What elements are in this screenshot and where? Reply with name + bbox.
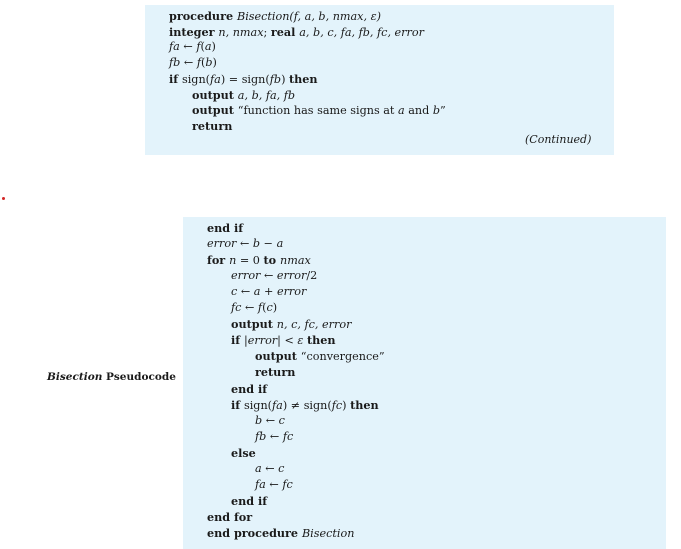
code-line	[255, 413, 285, 429]
code-token: b	[252, 237, 261, 251]
code-token: a	[253, 285, 261, 299]
code-token: for	[207, 253, 230, 268]
code-line	[207, 236, 283, 252]
code-token: /2	[306, 269, 318, 283]
code-token: end if	[231, 493, 268, 508]
code-token: ;	[263, 25, 271, 39]
code-token: nmax	[280, 254, 311, 268]
code-token: error	[231, 269, 261, 283]
code-token: to	[263, 253, 280, 268]
code-token: integer	[169, 24, 219, 39]
code-token: )	[212, 56, 217, 70]
code-token: )	[272, 301, 278, 315]
code-token: ) = sign(	[220, 72, 270, 86]
code-token: and	[404, 104, 433, 118]
code-token: end if	[231, 381, 268, 396]
code-token: )	[342, 398, 351, 412]
code-token: output	[231, 317, 277, 332]
code-line	[207, 220, 243, 237]
code-token: fa	[210, 72, 221, 86]
code-token: error	[276, 269, 307, 283]
code-token: real	[270, 24, 300, 39]
code-token: | <	[277, 334, 298, 348]
code-token: n, c, fc, error	[276, 318, 352, 332]
code-token: ←	[260, 269, 277, 283]
code-line	[231, 397, 379, 414]
code-token: return	[255, 365, 296, 380]
code-token: fa	[272, 398, 283, 412]
code-token: fc	[282, 477, 293, 491]
code-token: output	[192, 87, 238, 102]
code-token: fa	[169, 40, 180, 54]
code-token: c	[231, 285, 238, 299]
code-token: b	[255, 413, 263, 427]
code-line	[231, 268, 317, 284]
code-token: b	[432, 104, 440, 118]
code-token: output	[255, 349, 301, 364]
code-token: ←	[179, 40, 197, 54]
figure-side-label	[47, 371, 176, 383]
code-line	[255, 429, 293, 445]
code-token: fa	[255, 477, 266, 491]
code-token: c	[278, 413, 285, 427]
code-token: c	[266, 301, 273, 315]
code-token: a	[255, 461, 262, 475]
continued-note: (Continued)	[525, 133, 592, 146]
code-line	[169, 24, 424, 41]
red-marker-dot	[2, 197, 5, 200]
code-line	[231, 300, 277, 316]
code-token: if	[231, 333, 244, 348]
code-line	[169, 39, 216, 55]
code-line	[231, 316, 351, 333]
code-token: a, b, c, fa, fb, fc, error	[299, 25, 424, 39]
code-token: ←	[180, 56, 197, 70]
code-token: output	[192, 103, 238, 118]
code-token: a	[276, 237, 284, 251]
code-token: ←	[237, 285, 254, 299]
code-token: then	[307, 333, 336, 348]
code-token: +	[260, 285, 277, 299]
code-token: if	[169, 71, 182, 86]
code-token: ←	[236, 237, 253, 251]
code-token: fc	[231, 301, 242, 315]
code-token: Bisection(f, a, b, nmax, ε)	[236, 10, 381, 23]
code-token: f	[196, 56, 201, 70]
code-line	[207, 525, 354, 542]
code-token: ←	[265, 477, 283, 491]
code-token: |	[243, 334, 248, 348]
code-token: “function has same signs at	[237, 104, 398, 118]
code-line	[231, 332, 336, 349]
code-token: )	[211, 40, 216, 54]
code-token: ←	[241, 301, 258, 315]
code-token: error	[207, 237, 237, 251]
code-token: end procedure	[207, 525, 302, 540]
code-token: fb	[255, 429, 267, 443]
code-token: = 0	[236, 254, 264, 268]
code-token: return	[192, 118, 233, 133]
code-line	[192, 87, 295, 104]
code-line	[255, 477, 293, 493]
code-token: ←	[262, 413, 279, 427]
code-line	[231, 284, 306, 300]
code-line	[169, 71, 318, 88]
code-token: then	[288, 71, 318, 86]
code-token: c	[278, 461, 285, 475]
code-token: fb	[169, 56, 181, 70]
code-token: sign(	[181, 72, 211, 86]
code-token: (	[200, 40, 205, 54]
code-line	[192, 118, 232, 135]
code-token: fb	[269, 72, 282, 86]
code-token: )	[281, 72, 289, 86]
code-token: else	[231, 445, 256, 460]
code-token: fc	[331, 398, 343, 412]
code-token: n, nmax	[218, 25, 264, 39]
side-label-italic: Bisection	[47, 371, 103, 383]
code-token: ←	[261, 461, 279, 475]
code-token: a, b, fa, fb	[237, 88, 296, 102]
code-line	[207, 252, 311, 269]
code-token: f	[196, 40, 201, 54]
code-token: error	[247, 334, 278, 348]
code-token: end if	[207, 221, 244, 235]
code-line	[231, 381, 267, 398]
code-line	[169, 55, 217, 71]
code-token: (	[200, 56, 206, 70]
code-token: error	[276, 285, 307, 299]
code-line	[207, 509, 252, 526]
code-token: procedure	[169, 9, 237, 23]
code-token: ) ≠ sign(	[282, 398, 332, 412]
code-line	[192, 102, 446, 119]
code-token: (	[262, 301, 267, 315]
code-token: ←	[266, 429, 283, 443]
code-token: then	[350, 397, 379, 412]
code-token: −	[260, 237, 277, 251]
code-line	[255, 348, 385, 365]
code-token: ε	[297, 334, 304, 348]
code-token: fc	[282, 429, 294, 443]
code-token: ”	[439, 104, 446, 118]
code-token: a	[397, 104, 405, 118]
code-token: if	[231, 397, 244, 412]
code-line	[255, 364, 295, 381]
code-token: a	[204, 40, 212, 54]
code-token: b	[205, 56, 213, 70]
code-line	[169, 8, 381, 25]
code-line	[231, 493, 267, 510]
code-token: sign(	[243, 398, 273, 412]
side-label-rest: Pseudocode	[102, 371, 176, 383]
code-token: f	[257, 301, 263, 315]
code-line	[231, 445, 256, 462]
code-token: “convergence”	[300, 350, 385, 364]
code-token: Bisection	[301, 526, 355, 540]
code-token: end for	[207, 509, 253, 524]
code-token: n	[229, 254, 237, 268]
code-line	[255, 461, 284, 477]
